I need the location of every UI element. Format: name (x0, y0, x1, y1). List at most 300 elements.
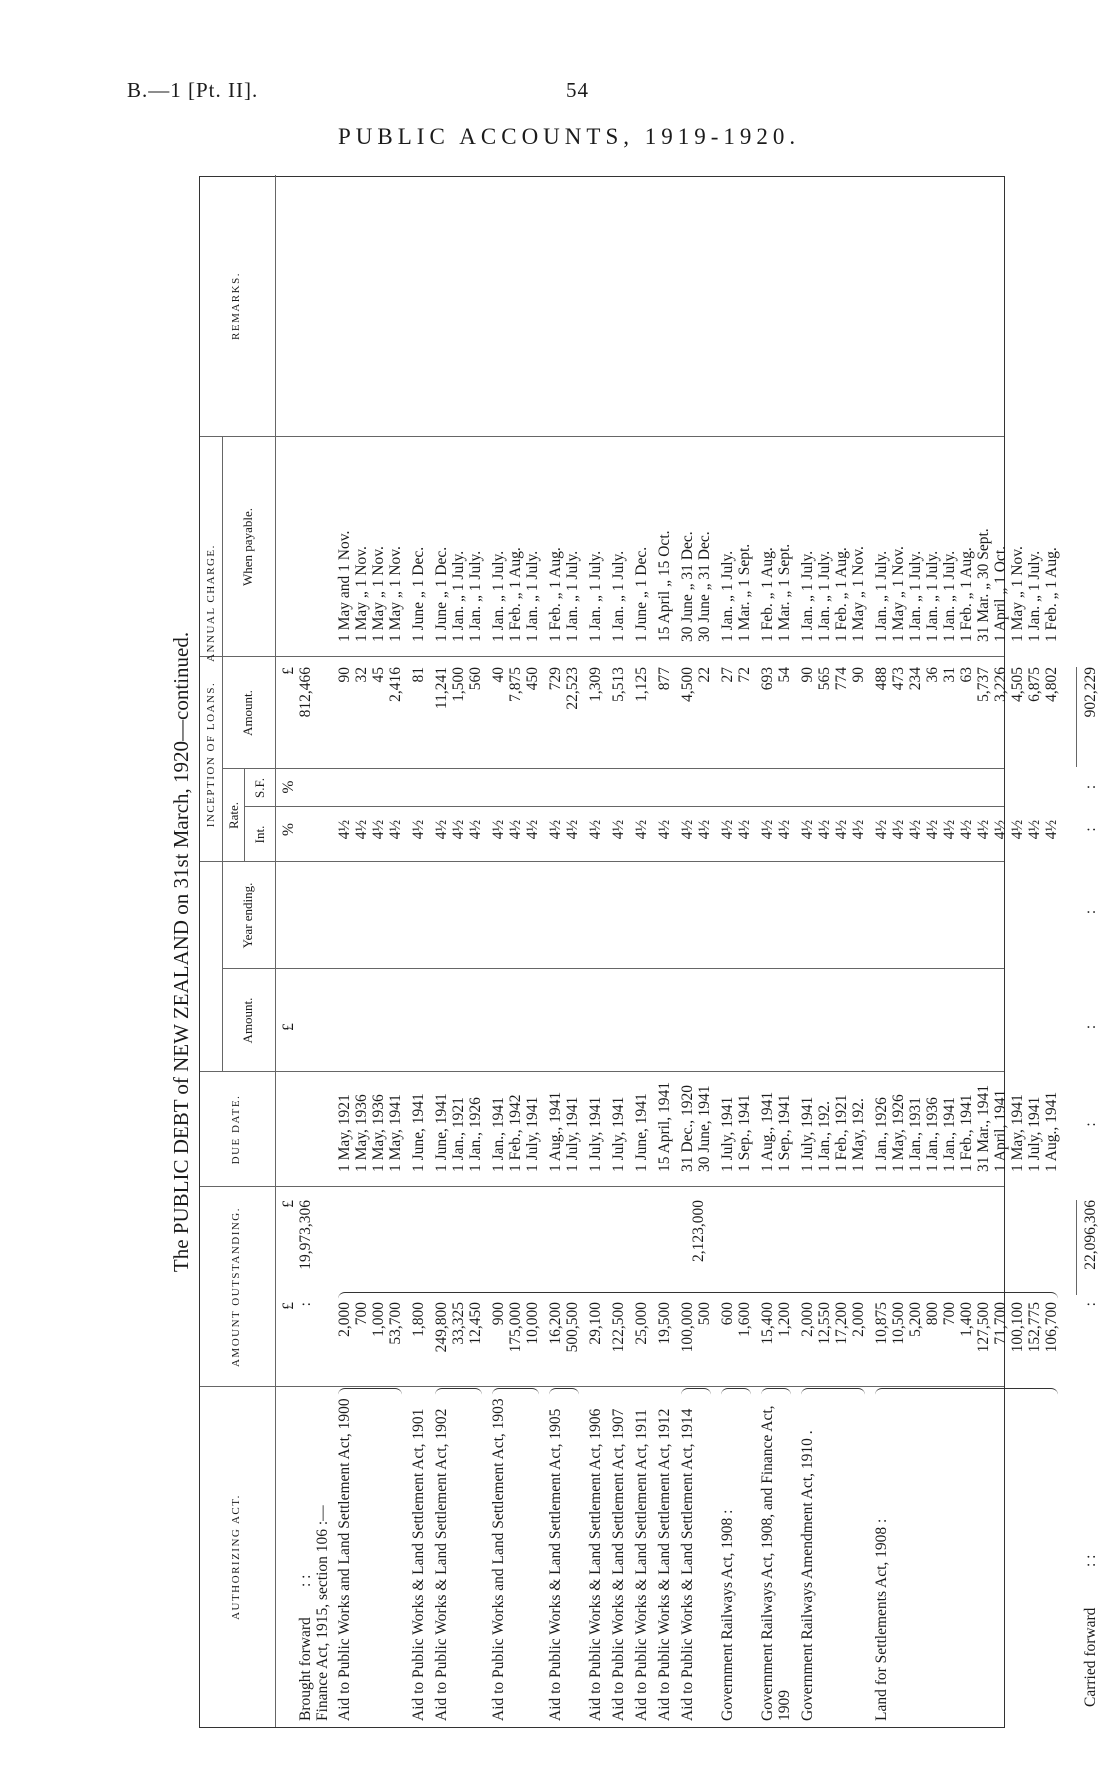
when-payable: 1 Feb. „ 1 Aug. (958, 547, 975, 642)
brought-forward-row (297, 175, 314, 1727)
interest-rate: 4½ (1026, 819, 1043, 840)
public-debt-table (165, 176, 1099, 1728)
outstanding-amount: 1,800 (410, 1302, 427, 1337)
annual-amount: 6,875 (1026, 667, 1043, 702)
table-row (719, 175, 736, 1727)
annual-amount: 40 (490, 667, 507, 683)
carried-forward-due-dots: : (1082, 1122, 1099, 1127)
annual-amount: 54 (776, 667, 793, 683)
table-row (370, 175, 387, 1727)
when-payable: 1 Feb. „ 1 Aug. (507, 547, 524, 642)
when-payable: 1 May „ 1 Nov. (1009, 546, 1026, 642)
due-date: 15 April, 1941 (656, 1082, 673, 1172)
outstanding-amount: 5,200 (907, 1302, 924, 1337)
heading-rate-int: Int. (252, 825, 267, 844)
row-brace (492, 1388, 539, 1395)
outstanding-amount: 700 (941, 1302, 958, 1326)
due-date: 1 Aug., 1941 (547, 1091, 564, 1172)
outstanding-amount: 16,200 (547, 1302, 564, 1345)
table-row (992, 175, 1009, 1727)
carried-forward-year-dots: : (1082, 909, 1099, 915)
interest-rate: 4½ (941, 819, 958, 840)
table-row (958, 175, 975, 1727)
interest-rate: 4½ (799, 819, 816, 840)
when-payable: 1 May „ 1 Nov. (387, 546, 404, 642)
interest-rate: 4½ (410, 819, 427, 840)
due-date: 1 May, 1921 (336, 1094, 353, 1172)
table-caption: The PUBLIC DEBT of NEW ZEALAND on 31st March, 1920—continued. (169, 631, 193, 1273)
table-row (941, 175, 958, 1727)
due-date: 1 May, 192. (850, 1098, 867, 1172)
heading-year-ending: Year ending. (240, 882, 255, 949)
table-row (696, 175, 713, 1727)
heading-amount-outstanding: AMOUNT OUTSTANDING. (230, 1206, 242, 1368)
table-row (433, 175, 450, 1727)
annual-amount: 1,125 (633, 667, 650, 702)
table-row (890, 175, 907, 1727)
table-frame (199, 176, 1099, 1728)
row-brace (801, 1388, 865, 1395)
table-row (799, 175, 816, 1727)
heading-when-payable: When payable. (240, 508, 255, 586)
header-rule (222, 437, 223, 1072)
due-date: 1 June, 1941 (433, 1093, 450, 1172)
when-payable: 1 June „ 1 Dec. (633, 546, 650, 642)
heading-inception: INCEPTION OF LOANS. (205, 681, 217, 828)
currency-row (280, 175, 297, 1727)
when-payable: 1 May and 1 Nov. (336, 530, 353, 642)
due-date: 1 Jan., 1941 (941, 1097, 958, 1172)
authorizing-act: Aid to Public Works & Land Settlement Act, 1901 (410, 1408, 427, 1721)
when-payable: 1 June „ 1 Dec. (410, 546, 427, 642)
group-total: 2,123,000 (690, 1200, 707, 1262)
annual-amount: 7,875 (507, 667, 524, 702)
annual-amount: 450 (524, 667, 541, 691)
row-brace (338, 1388, 402, 1395)
interest-rate: 4½ (587, 819, 604, 840)
table-row (679, 175, 696, 1727)
table-row (1009, 175, 1026, 1727)
annual-amount: 729 (547, 667, 564, 691)
outstanding-amount: 12,450 (467, 1302, 484, 1345)
interest-rate: 4½ (696, 819, 713, 840)
due-date: 1 Feb., 1941 (958, 1094, 975, 1172)
authorizing-act: Aid to Public Works and Land Settlement Act, 1903 (490, 1398, 507, 1721)
due-date: 1 April, 1941 (992, 1089, 1009, 1172)
page-reference: B.—1 [Pt. II]. (127, 78, 259, 102)
when-payable: 30 June „ 31 Dec. (679, 531, 696, 642)
outstanding-amount: 106,700 (1043, 1302, 1060, 1353)
outstanding-amount: 25,000 (633, 1302, 650, 1345)
currency-annual: £ (280, 667, 297, 675)
interest-rate: 4½ (958, 819, 975, 840)
carried-forward-dots: : (1082, 1302, 1099, 1307)
when-payable: 1 Jan. „ 1 July. (816, 550, 833, 642)
heading-inception-amount: Amount. (240, 997, 255, 1044)
heading-remarks: REMARKS. (230, 272, 242, 340)
annual-amount: 5,513 (610, 667, 627, 702)
row-brace (681, 1388, 711, 1395)
table-row (833, 175, 850, 1727)
due-date: 1 May, 1936 (370, 1094, 387, 1172)
table-row (564, 175, 581, 1727)
when-payable: 1 Jan. „ 1 July. (467, 550, 484, 642)
due-date: 31 Dec., 1920 (679, 1085, 696, 1172)
authorizing-act: Aid to Public Works & Land Settlement Act, 1906 (587, 1408, 604, 1721)
outstanding-amount: 10,875 (873, 1302, 890, 1345)
outstanding-amount: 1,200 (776, 1302, 793, 1337)
currency-total: £ (280, 1200, 297, 1208)
when-payable: 1 Mar. „ 1 Sept. (776, 543, 793, 642)
annual-amount: 22 (696, 667, 713, 683)
due-date: 1 May, 1941 (1009, 1094, 1026, 1172)
interest-rate: 4½ (850, 819, 867, 840)
when-payable: 15 April „ 15 Oct. (656, 530, 673, 642)
interest-rate: 4½ (450, 819, 467, 840)
interest-rate: 4½ (736, 819, 753, 840)
interest-rate: 4½ (370, 819, 387, 840)
table-row (467, 175, 484, 1727)
due-date: 1 Jan., 1936 (924, 1097, 941, 1172)
due-date: 1 July, 1941 (719, 1096, 736, 1172)
row-brace (875, 1388, 1058, 1395)
page-title: PUBLIC ACCOUNTS, 1919-1920. (338, 124, 801, 149)
annual-amount: 36 (924, 667, 941, 683)
annual-amount: 4,802 (1043, 667, 1060, 702)
due-date: 1 Sep., 1941 (776, 1094, 793, 1172)
interest-rate: 4½ (524, 819, 541, 840)
row-brace (549, 1388, 579, 1395)
brought-forward-annual: 812,466 (297, 667, 314, 718)
when-payable: 1 Jan. „ 1 July. (873, 550, 890, 642)
interest-rate: 4½ (610, 819, 627, 840)
due-date: 1 July, 1941 (1026, 1096, 1043, 1172)
outstanding-amount: 700 (353, 1302, 370, 1326)
authorizing-act: Government Railways Amendment Act, 1910 . (799, 1430, 816, 1721)
when-payable: 1 Jan. „ 1 July. (907, 550, 924, 642)
annual-amount: 90 (850, 667, 867, 683)
annual-amount: 32 (353, 667, 370, 683)
due-date: 1 July, 1941 (799, 1096, 816, 1172)
annual-amount: 774 (833, 667, 850, 691)
carried-forward-sf-dots: : (1082, 784, 1099, 790)
due-date: 1 Jan., 1926 (873, 1097, 890, 1172)
heading-authorizing-act: AUTHORIZING ACT. (230, 1494, 242, 1620)
table-row (816, 175, 833, 1727)
table-row (975, 175, 992, 1727)
interest-rate: 4½ (490, 819, 507, 840)
due-date: 1 July, 1941 (587, 1096, 604, 1172)
due-date: 1 Feb., 1942 (507, 1094, 524, 1172)
authorizing-act: Aid to Public Works & Land Settlement Act, 1912 (656, 1408, 673, 1721)
carried-forward-total: 22,096,306 (1082, 1200, 1099, 1270)
carried-forward-int-dots: : (1082, 827, 1099, 832)
outstanding-amount: 122,500 (610, 1302, 627, 1353)
annual-amount: 560 (467, 667, 484, 691)
annual-amount: 4,500 (679, 667, 696, 702)
brought-forward-dots: : (297, 1302, 314, 1307)
table-row (587, 175, 604, 1727)
outstanding-amount: 10,000 (524, 1302, 541, 1345)
due-date: 1 May, 1941 (387, 1094, 404, 1172)
annual-amount: 3,226 (992, 667, 1009, 702)
due-date: 1 June, 1941 (633, 1093, 650, 1172)
table-row (507, 175, 524, 1727)
authorizing-act: Aid to Public Works & Land Settlement Act, 1911 (633, 1409, 650, 1721)
interest-rate: 4½ (387, 819, 404, 840)
currency-inception: £ (280, 1023, 297, 1031)
due-date: 1 May, 1926 (890, 1094, 907, 1172)
outstanding-amount: 12,550 (816, 1302, 833, 1345)
due-date: 1 July, 1941 (524, 1096, 541, 1172)
table-row (490, 175, 507, 1727)
when-payable: 1 Jan. „ 1 July. (524, 550, 541, 642)
table-row (776, 175, 793, 1727)
currency-outstanding: £ (280, 1302, 297, 1310)
when-payable: 1 May „ 1 Nov. (890, 546, 907, 642)
heading-due-date: DUE DATE. (230, 1094, 242, 1165)
due-date: 1 Feb., 1921 (833, 1094, 850, 1172)
authorizing-act: Aid to Public Works & Land Settlement Act, 1905 (547, 1408, 564, 1721)
interest-rate: 4½ (1043, 819, 1060, 840)
interest-rate: 4½ (776, 819, 793, 840)
when-payable: 1 Feb. „ 1 Aug. (759, 547, 776, 642)
interest-rate: 4½ (507, 819, 524, 840)
due-date: 1 Jan., 1931 (907, 1097, 924, 1172)
carried-forward-annual: 902,229 (1082, 667, 1099, 718)
authorizing-act: Aid to Public Works & Land Settlement Act, 1914 (679, 1408, 696, 1721)
outstanding-amount: 19,500 (656, 1302, 673, 1345)
due-date: 1 Jan., 192. (816, 1100, 833, 1172)
table-row (656, 175, 673, 1727)
brought-forward-label: Brought forward (297, 1617, 314, 1721)
when-payable: 1 Jan. „ 1 July. (941, 550, 958, 642)
interest-rate: 4½ (816, 819, 833, 840)
interest-rate: 4½ (833, 819, 850, 840)
annual-amount: 63 (958, 667, 975, 683)
interest-rate: 4½ (564, 819, 581, 840)
table-row (336, 175, 353, 1727)
table-row (1043, 175, 1060, 1727)
interest-rate: 4½ (353, 819, 370, 840)
table-row (924, 175, 941, 1727)
annual-amount: 1,309 (587, 667, 604, 702)
when-payable: 1 Jan. „ 1 July. (450, 550, 467, 642)
authorizing-act: Land for Settlements Act, 1908 : (873, 1518, 890, 1721)
table-row (450, 175, 467, 1727)
authorizing-act: Aid to Public Works and Land Settlement Act, 1900 (336, 1398, 353, 1721)
carried-forward-label: Carried forward (1082, 1607, 1099, 1707)
table-row (353, 175, 370, 1727)
interest-rate: 4½ (433, 819, 450, 840)
annual-amount: 693 (759, 667, 776, 691)
when-payable: 1 Jan. „ 1 July. (799, 550, 816, 642)
outstanding-amount: 29,100 (587, 1302, 604, 1345)
authorizing-act: Government Railways Act, 1908 : (719, 1509, 736, 1721)
when-payable: 1 Jan. „ 1 July. (924, 550, 941, 642)
outstanding-amount: 2,000 (336, 1302, 353, 1337)
table-row (1026, 175, 1043, 1727)
interest-rate: 4½ (890, 819, 907, 840)
annual-amount: 90 (799, 667, 816, 683)
section-label: Finance Act, 1915, section 106 :— (314, 1505, 331, 1721)
interest-rate: 4½ (975, 819, 992, 840)
interest-rate: 4½ (467, 819, 484, 840)
outstanding-amount: 249,800 (433, 1302, 450, 1353)
annual-amount: 1,500 (450, 667, 467, 702)
when-payable: 1 Jan. „ 1 July. (1026, 550, 1043, 642)
interest-rate: 4½ (992, 819, 1009, 840)
annual-amount: 11,241 (433, 667, 450, 710)
brought-forward-total: 19,973,306 (297, 1200, 314, 1270)
total-rule (1076, 667, 1077, 767)
when-payable: 1 Jan. „ 1 July. (610, 550, 627, 642)
annual-amount: 473 (890, 667, 907, 691)
outstanding-amount: 152,775 (1026, 1302, 1043, 1353)
outstanding-amount: 127,500 (975, 1302, 992, 1353)
interest-rate: 4½ (1009, 819, 1026, 840)
table-row (633, 175, 650, 1727)
when-payable: 1 April „ 1 Oct. (992, 546, 1009, 642)
due-date: 30 June, 1941 (696, 1085, 713, 1172)
when-payable: 1 Jan. „ 1 July. (587, 550, 604, 642)
outstanding-amount: 2,000 (799, 1302, 816, 1337)
page-number: 54 (566, 78, 589, 102)
table-row (610, 175, 627, 1727)
outstanding-amount: 500,500 (564, 1302, 581, 1353)
due-date: 1 Jan., 1921 (450, 1097, 467, 1172)
authorizing-act: Aid to Public Works & Land Settlement Act, 1902 (433, 1408, 450, 1721)
outstanding-amount: 71,700 (992, 1302, 1009, 1345)
outstanding-amount: 53,700 (387, 1302, 404, 1345)
annual-amount: 5,737 (975, 667, 992, 702)
heading-rate-sf: S.F. (252, 778, 267, 798)
leader-dots: : : (1082, 1554, 1099, 1567)
table-row (524, 175, 541, 1727)
outstanding-amount: 600 (719, 1302, 736, 1326)
due-date: 1 Aug., 1941 (759, 1091, 776, 1172)
due-date: 1 Aug., 1941 (1043, 1091, 1060, 1172)
table-row (850, 175, 867, 1727)
due-date: 1 July, 1941 (610, 1096, 627, 1172)
interest-rate: 4½ (679, 819, 696, 840)
outstanding-amount: 2,000 (850, 1302, 867, 1337)
interest-rate: 4½ (924, 819, 941, 840)
annual-amount: 565 (816, 667, 833, 691)
when-payable: 1 May „ 1 Nov. (353, 546, 370, 642)
when-payable: 1 Feb. „ 1 Aug. (547, 547, 564, 642)
currency-rate-sf: % (280, 780, 297, 794)
outstanding-amount: 15,400 (759, 1302, 776, 1345)
outstanding-amount: 900 (490, 1302, 507, 1326)
when-payable: 1 Feb. „ 1 Aug. (1043, 547, 1060, 642)
heading-annual-amount: Amount. (240, 690, 255, 736)
header-rule (244, 769, 245, 862)
leader-dots: : : (297, 1574, 314, 1587)
due-date: 1 Sep., 1941 (736, 1094, 753, 1172)
annual-amount: 45 (370, 667, 387, 683)
interest-rate: 4½ (633, 819, 650, 840)
due-date: 1 Jan., 1926 (467, 1097, 484, 1172)
table-row (873, 175, 890, 1727)
when-payable: 1 Jan. „ 1 July. (719, 550, 736, 642)
annual-amount: 488 (873, 667, 890, 691)
interest-rate: 4½ (656, 819, 673, 840)
outstanding-amount: 100,000 (679, 1302, 696, 1353)
outstanding-amount: 100,100 (1009, 1302, 1026, 1353)
interest-rate: 4½ (547, 819, 564, 840)
header-rule (275, 175, 276, 1727)
interest-rate: 4½ (907, 819, 924, 840)
heading-rate: Rate. (226, 801, 241, 830)
when-payable: 1 Jan. „ 1 July. (564, 550, 581, 642)
table-row (907, 175, 924, 1727)
outstanding-amount: 1,600 (736, 1302, 753, 1337)
interest-rate: 4½ (873, 819, 890, 840)
annual-amount: 877 (656, 667, 673, 691)
due-date: 31 Mar., 1941 (975, 1085, 992, 1172)
total-rule (1076, 1200, 1077, 1295)
annual-amount: 27 (719, 667, 736, 683)
carried-forward-row (1082, 175, 1099, 1727)
when-payable: 1 June „ 1 Dec. (433, 546, 450, 642)
row-brace (761, 1388, 791, 1395)
due-date: 1 Jan., 1941 (490, 1097, 507, 1172)
row-brace (435, 1388, 482, 1395)
when-payable: 1 Jan. „ 1 July. (490, 550, 507, 642)
outstanding-amount: 33,325 (450, 1302, 467, 1345)
row-brace (721, 1388, 751, 1395)
annual-amount: 22,523 (564, 667, 581, 710)
outstanding-amount: 17,200 (833, 1302, 850, 1345)
table-row (410, 175, 427, 1727)
authorizing-act: Aid to Public Works & Land Settlement Act, 1907 (610, 1408, 627, 1721)
section-row (314, 175, 331, 1727)
due-date: 1 May, 1936 (353, 1094, 370, 1172)
due-date: 1 June, 1941 (410, 1093, 427, 1172)
outstanding-amount: 1,400 (958, 1302, 975, 1337)
annual-amount: 4,505 (1009, 667, 1026, 702)
outstanding-amount: 10,500 (890, 1302, 907, 1345)
annual-amount: 2,416 (387, 667, 404, 702)
currency-rate-int: % (280, 823, 297, 836)
when-payable: 1 May „ 1 Nov. (850, 546, 867, 642)
authorizing-act: Government Railways Act, 1908, and Finance Act, 1909 (759, 1405, 793, 1721)
when-payable: 1 May „ 1 Nov. (370, 546, 387, 642)
outstanding-amount: 175,000 (507, 1302, 524, 1353)
carried-forward-inception-dots: : (1082, 1024, 1099, 1030)
annual-amount: 31 (941, 667, 958, 683)
interest-rate: 4½ (759, 819, 776, 840)
due-date: 1 July, 1941 (564, 1096, 581, 1172)
table-row (387, 175, 404, 1727)
annual-amount: 90 (336, 667, 353, 683)
table-row (547, 175, 564, 1727)
annual-amount: 234 (907, 667, 924, 691)
outstanding-amount: 1,000 (370, 1302, 387, 1337)
annual-amount: 72 (736, 667, 753, 683)
outstanding-amount: 500 (696, 1302, 713, 1326)
when-payable: 31 Mar. „ 30 Sept. (975, 528, 992, 642)
interest-rate: 4½ (719, 819, 736, 840)
when-payable: 30 June „ 31 Dec. (696, 531, 713, 642)
table-row (736, 175, 753, 1727)
when-payable: 1 Feb. „ 1 Aug. (833, 547, 850, 642)
when-payable: 1 Mar. „ 1 Sept. (736, 543, 753, 642)
heading-annual-charge: ANNUAL CHARGE. (205, 544, 217, 662)
interest-rate: 4½ (336, 819, 353, 840)
annual-amount: 81 (410, 667, 427, 683)
